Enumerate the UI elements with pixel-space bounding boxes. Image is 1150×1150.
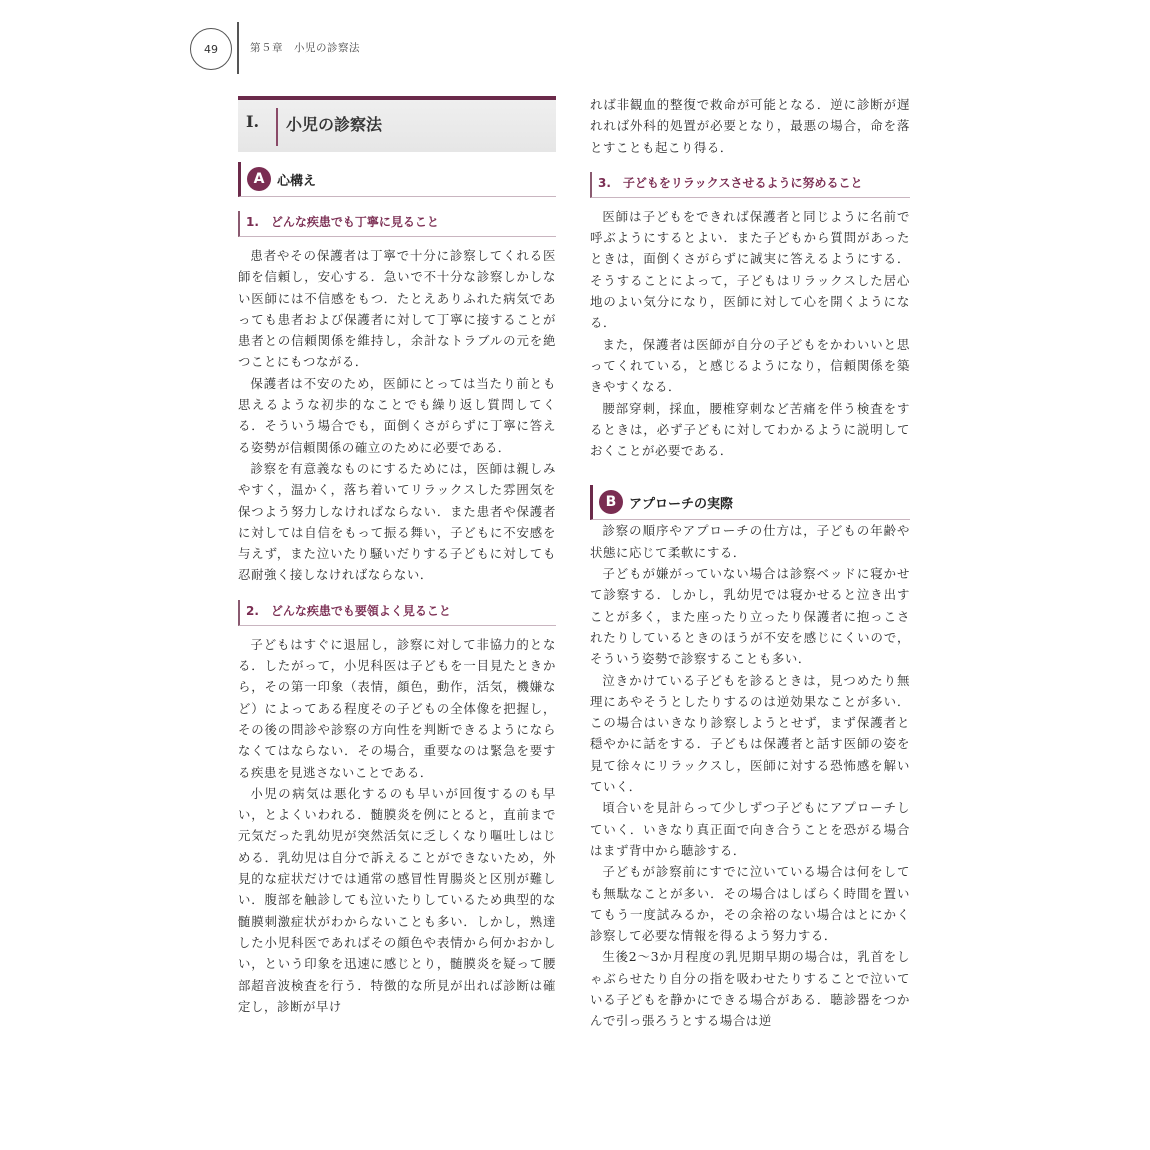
chapter-title: 小児の診察法 — [286, 115, 383, 134]
header-divider — [237, 22, 239, 74]
paragraph: 医師は子どもをできれば保護者と同じように名前で呼ぶようにするとよい．また子どもから質問があったときは，面倒くさがらずに誠実に答えるようにする．そうすることによって，子どもはリラックスした居心地のよい気分になり，医師に対して心を開くようになる． — [590, 208, 910, 331]
paragraph: 頃合いを見計らって少しずつ子どもにアプローチしていく．いきなり真正面で向き合うことを恐がる場合はまず背中から聴診する． — [590, 800, 910, 858]
running-head: 第５章 小児の診察法 — [250, 42, 360, 54]
paragraph: 子どもが診察前にすでに泣いている場合は何をしても無駄なことが多い．その場合はしばらく時間を置いてもう一度試みるか，その余裕のない場合はとにかく診察して必要な情報を得るよう努力する． — [590, 864, 910, 944]
subsection-heading: 1. どんな疾患でも丁寧に見ること — [238, 211, 556, 237]
paragraph: 子どもはすぐに退屈し，診察に対して非協力的となる．したがって，小児科医は子どもを一目見たときから，その第一印象（表情，顔色，動作，活気，機嫌など）によってある程度その子どもの全体像を把握し，その後の問診や診察の方向性を判断できるようにならなくてはならない．その場合，重要なのは緊急を要する疾患を見逃さないことである． — [238, 636, 556, 780]
title-divider — [276, 108, 278, 146]
paragraph: 子どもが嫌がっていない場合は診察ベッドに寝かせて診察する．しかし，乳幼児では寝かせると泣き出すことが多く，また座ったり立ったり保護者に抱っこされたりしているときのほうが不安を感じにくいので，そういう姿勢で診察することも多い． — [590, 566, 910, 667]
chapter-title-box — [238, 96, 556, 152]
subsection-heading: 2. どんな疾患でも要領よく見ること — [238, 600, 556, 626]
paragraph: 保護者は不安のため，医師にとっては当たり前とも思えるような初歩的なことでも繰り返し質問してくる．そういう場合でも，面倒くさがらずに丁寧に答える姿勢が信頼関係の確立のために必要である． — [238, 375, 556, 455]
section-letter-badge: B — [599, 490, 623, 514]
paragraph: 診察の順序やアプローチの仕方は，子どもの年齢や状態に応じて柔軟にする． — [590, 523, 910, 560]
paragraph: また，保護者は医師が自分の子どもをかわいいと思ってくれている，と感じるようになり，信頼関係を築きやすくなる． — [590, 336, 910, 395]
section-title: 心構え — [277, 173, 317, 189]
paragraph: 患者やその保護者は丁寧で十分に診察してくれる医師を信頼し，安心する．急いで不十分な診察しかしない医師には不信感をもつ．たとえありふれた病気であっても患者および保護者に対して丁寧に接することが患者との信頼関係を維持し，余計なトラブルの元を絶つことにもつながる． — [238, 248, 556, 370]
page-number: 49 — [190, 28, 232, 70]
paragraph: 生後2～3か月程度の乳児期早期の場合は，乳首をしゃぶらせたり自分の指を吸わせたりすることで泣いている子どもを静かにできる場合がある．聴診器をつかんで引っ張ろうとする場合は逆 — [590, 949, 910, 1029]
section-heading-a — [238, 162, 556, 197]
paragraph: 診察を有意義なものにするためには，医師は親しみやすく，温かく，落ち着いてリラックスした雰囲気を保つよう努力しなければならない．また患者や保護者に対しては自信をもって振る舞い，子どもに不安感を与えず，また泣いたり騒いだりする子どもに対しても忍耐強く接しなければならない． — [238, 460, 556, 583]
chapter-number: I. — [246, 112, 260, 131]
section-letter-badge: A — [247, 167, 271, 191]
right-column — [590, 94, 910, 1032]
paragraph: 小児の病気は悪化するのも早いが回復するのも早い，とよくいわれる．髄膜炎を例にとると，直前まで元気だった乳幼児が突然活気に乏しくなり嘔吐しはじめる．乳幼児は自分で訴えることができないため，外見的な症状だけでは通常の感冒性胃腸炎と区別が難しい．腹部を触診しても泣いたりしているため典型的な髄膜刺激症状がわからないことも多い．しかし，熟達した小児科医であればその顔色や表情から何かおかしい，という印象を迅速に感じとり，髄膜炎を疑って腰部超音波検査を行う．特徴的な所見が出れば診断は確定し，診断が早け — [238, 785, 556, 1014]
section-title: アプローチの実際 — [629, 496, 734, 512]
section-heading-b — [590, 485, 910, 520]
subsection-heading: 3. 子どもをリラックスさせるように努めること — [590, 172, 910, 198]
paragraph: 腰部穿刺，採血，腰椎穿刺など苦痛を伴う検査をするときは，必ず子どもに対してわかるように説明しておくことが必要である． — [590, 400, 910, 459]
paragraph: 泣きかけている子どもを診るときは，見つめたり無理にあやそうとしたりするのは逆効果なことが多い．この場合はいきなり診察しようとせず，まず保護者と穏やかに話をする．子どもは保護者と話す医師の姿を見て徐々にリラックスし，医師に対する恐怖感を解いていく． — [590, 672, 910, 795]
left-column — [238, 96, 556, 1017]
paragraph: れば非観血的整復で救命が可能となる．逆に診断が遅れれば外科的処置が必要となり，最悪の場合，命を落とすことも起こり得る． — [590, 97, 910, 155]
